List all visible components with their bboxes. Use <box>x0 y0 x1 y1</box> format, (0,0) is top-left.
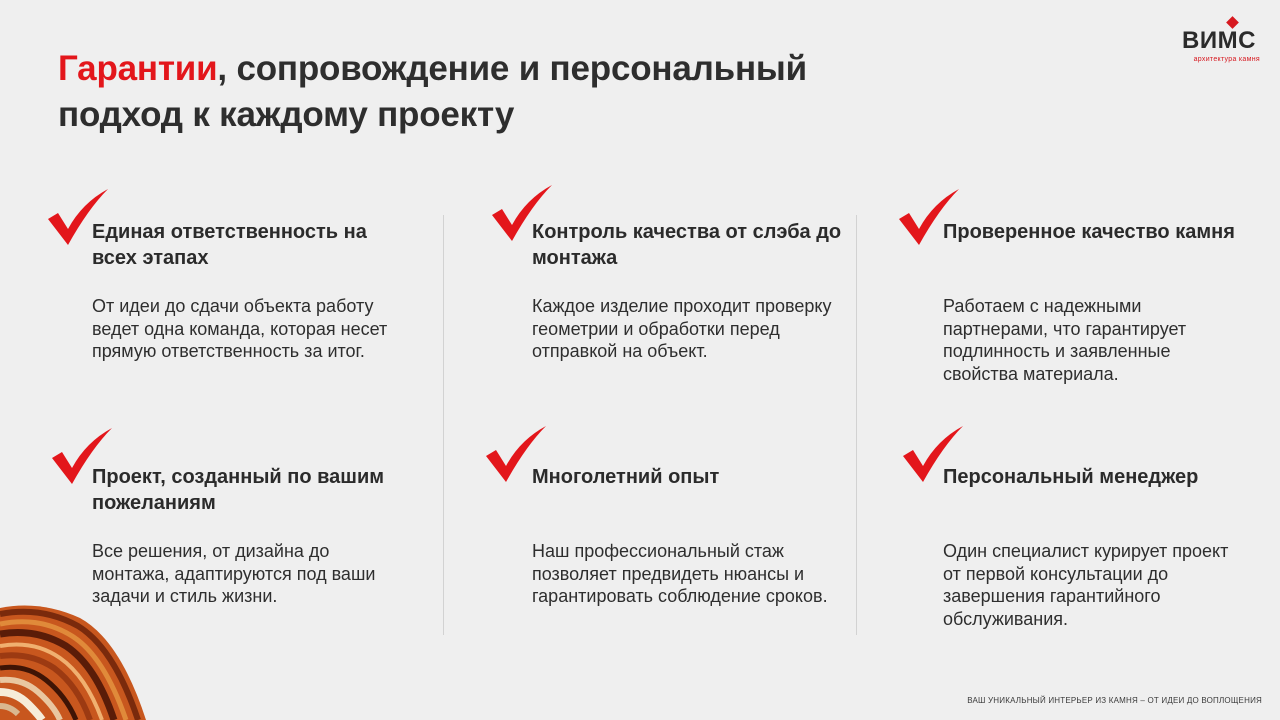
logo-tagline: архитектура камня <box>1193 56 1260 63</box>
logo-wordmark: ВИМС <box>1182 27 1256 54</box>
page-title <box>58 46 938 138</box>
feature-text: Работаем с надежными партнерами, что гарантирует подлинность и заявленные свойства материала. <box>943 296 1187 384</box>
feature-title: Многолетний опыт <box>532 466 720 488</box>
footer-tagline: ВАШ УНИКАЛЬНЫЙ ИНТЕРЬЕР ИЗ КАМНЯ – ОТ ИДЕИ ДО ВОПЛОЩЕНИЯ <box>967 696 1262 705</box>
column-divider <box>856 215 857 635</box>
feature-text: Наш профессиональный стаж позволяет предвидеть нюансы и гарантировать соблюдение сроков. <box>532 541 828 606</box>
feature-title: Персональный менеджер <box>943 466 1199 488</box>
feature-text: Все решения, от дизайна до монтажа, адаптируются под ваши задачи и стиль жизни. <box>92 541 376 606</box>
feature-text: От идеи до сдачи объекта работу ведет одна команда, которая несет прямую ответственность за итог. <box>92 296 388 361</box>
column-divider <box>443 215 444 635</box>
agate-stone-decoration <box>0 600 160 720</box>
feature-text: Один специалист курирует проект от первой консультации до завершения гарантийного обслуживания. <box>943 541 1229 629</box>
feature-title: Проверенное качество камня <box>943 221 1235 243</box>
feature-title: Контроль качества от слэба до монтажа <box>532 221 842 269</box>
feature-text: Каждое изделие проходит проверку геометрии и обработки перед отправкой на объект. <box>532 296 832 361</box>
page-title-accent: Гарантии <box>58 49 218 88</box>
feature-title: Единая ответственность на всех этапах <box>92 221 367 269</box>
page-title-rest: , сопровождение и персональный подход к каждому проекту <box>58 49 807 134</box>
feature-title: Проект, созданный по вашим пожеланиям <box>92 466 385 514</box>
company-logo <box>1180 18 1260 68</box>
